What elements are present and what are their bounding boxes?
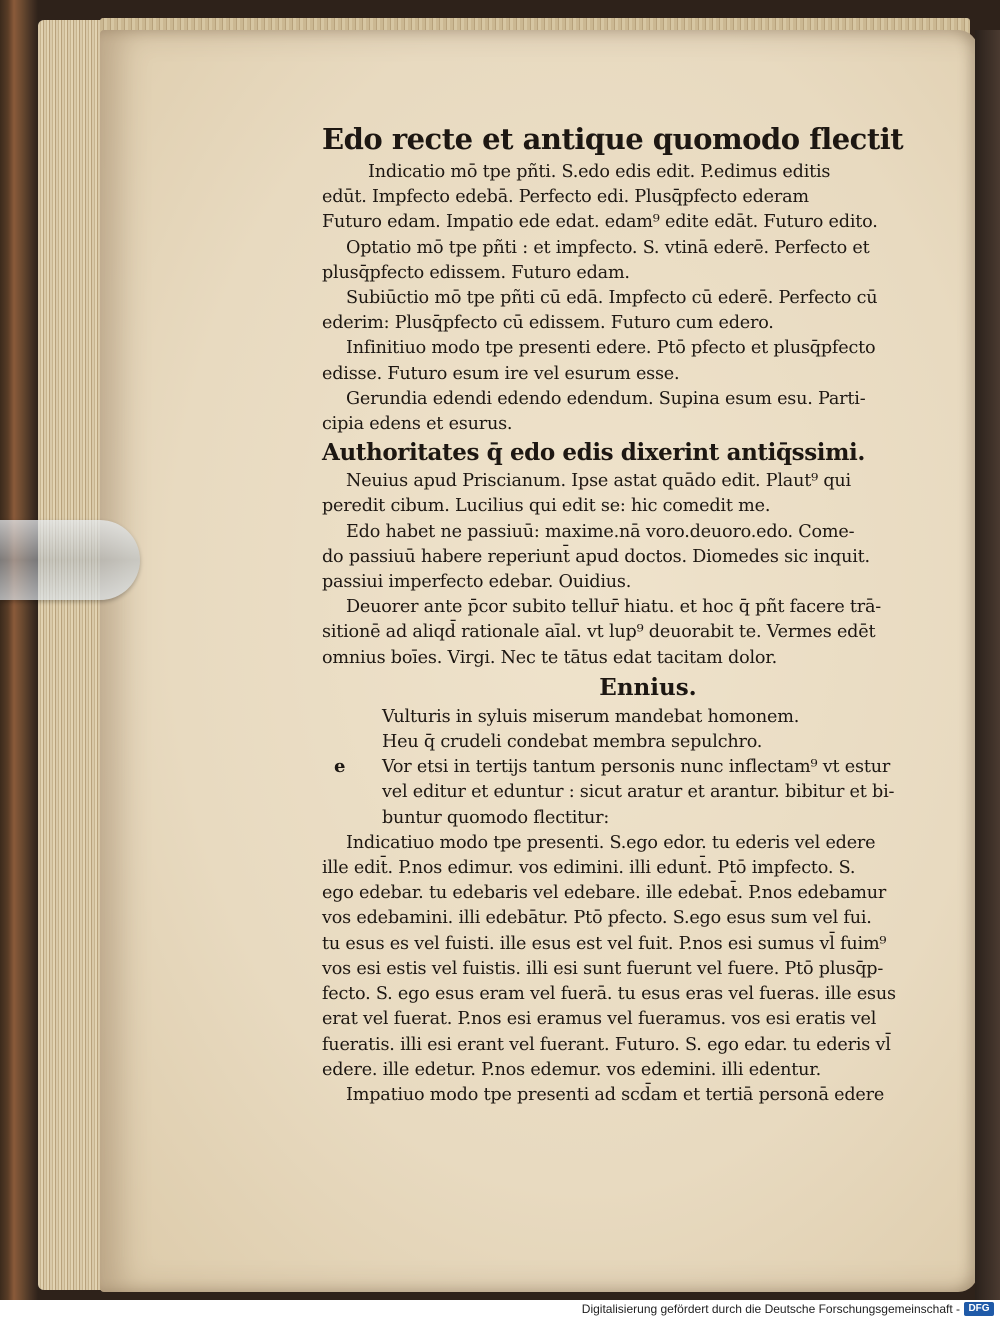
- text-line: fueratis. illi esi erant vel fuerant. Futuro. S. ego edar. tu ederis vl̄: [322, 1034, 891, 1055]
- text-line: tu esus es vel fuisti. ille esus est vel fuit. P.nos esi sumus vl̄ fuim⁹: [322, 933, 887, 954]
- text-line: Edo habet ne passiuū: maxime.nā voro.deuoro.edo. Come-: [346, 521, 855, 542]
- text-line: Futuro edam. Impatio ede edat. edam⁹ edite edāt. Futuro edito.: [322, 212, 878, 233]
- ennius-heading: Ennius.: [599, 673, 697, 701]
- footer-credit: Digitalisierung gefördert durch die Deutsche Forschungsgemeinschaft -: [581, 1302, 960, 1316]
- verse-line: Heu q̄ crudeli condebat membra sepulchro.: [382, 732, 763, 753]
- text-line: buntur quomodo flectitur:: [382, 807, 610, 828]
- text-line: Subiūctio mō tpe pñti cū edā. Impfecto cū ederē. Perfecto cū: [346, 288, 878, 309]
- text-line: edisse. Futuro esum ire vel esurum esse.: [322, 363, 680, 384]
- text-line: Impatiuo modo tpe presenti ad scd̄am et tertiā personā edere: [346, 1084, 885, 1105]
- page-clip: [0, 520, 140, 600]
- text-line: Indicatio mō tpe pñti. S.edo edis edit. P.edimus editis: [368, 162, 831, 182]
- page-text: [322, 118, 934, 1108]
- text-line: Indicatiuo modo tpe presenti. S.ego edor. tu ederis vel edere: [346, 832, 876, 853]
- text-line: ederim: Plusq̄pfecto cū edissem. Futuro cum edero.: [322, 313, 774, 334]
- margin-note: e: [334, 756, 346, 777]
- text-line: vos edebamini. illi edebātur. Ptō pfecto. S.ego esus sum vel fui.: [322, 908, 872, 929]
- text-line: Infinitiuo modo tpe presenti edere. Ptō pfecto et plusq̄pfecto: [346, 338, 876, 359]
- footer-bar: [0, 1300, 1000, 1319]
- text-line: ego edebar. tu edebaris vel edebare. ille edebat̄. P.nos edebamur: [322, 883, 887, 904]
- dfg-logo-icon: DFG: [964, 1302, 994, 1316]
- text-line: Gerundia edendi edendo edendum. Supina esum esu. Parti-: [346, 388, 866, 409]
- page-title: Edo recte et antique quomodo flectit: [322, 122, 904, 156]
- text-line: Deuorer ante p̄cor subito tellur̄ hiatu. et hoc q̄ pñt facere trā-: [346, 597, 882, 618]
- text-line: plusq̄pfecto edissem. Futuro edam.: [322, 262, 630, 283]
- text-line: erat vel fuerat. P.nos esi eramus vel fueramus. vos esi eratis vel: [322, 1009, 877, 1030]
- text-line: Neuius apud Priscianum. Ipse astat quādo edit. Plaut⁹ qui: [346, 471, 851, 492]
- section-heading: Authoritates q̄ edo edis dixerint antiq̄ssimi.: [322, 439, 865, 467]
- text-line: Vor etsi in tertijs tantum personis nunc inflectam⁹ vt estur: [382, 757, 891, 778]
- text-line: vel editur et eduntur : sicut aratur et arantur. bibitur et bi-: [382, 782, 895, 803]
- text-line: edūt. Impfecto edebā. Perfecto edi. Plusq̄pfecto ederam: [322, 187, 809, 208]
- verse-line: Vulturis in syluis miserum mandebat homonem.: [382, 706, 800, 727]
- text-line: vos esi estis vel fuistis. illi esi sunt fuerunt vel fuere. Ptō plusq̄p-: [322, 958, 884, 979]
- text-line: do passiuū habere reperiunt̄ apud doctos. Diomedes sic inquit.: [322, 546, 870, 567]
- binding-spine: [975, 30, 1000, 1300]
- text-line: sitionē ad aliqd̄ rationale aīal. vt lup⁹ deuorabit te. Vermes edēt: [322, 622, 876, 643]
- text-line: cipia edens et esurus.: [322, 414, 513, 435]
- text-line: Optatio mō tpe pñti : et impfecto. S. vtinā ederē. Perfecto et: [346, 237, 870, 258]
- text-line: ille edit̄. P.nos edimur. vos edimini. illi edunt̄. Ptō impfecto. S.: [322, 858, 856, 879]
- text-line: omnius boīes. Virgi. Nec te tātus edat tacitam dolor.: [322, 647, 777, 668]
- text-line: peredit cibum. Lucilius qui edit se: hic comedit me.: [322, 496, 771, 517]
- text-line: edere. ille edetur. P.nos edemur. vos edemini. illi edentur.: [322, 1059, 821, 1080]
- text-line: fecto. S. ego esus eram vel fuerā. tu esus eras vel fueras. ille esus: [322, 984, 896, 1005]
- text-line: passiui imperfecto edebar. Ouidius.: [322, 572, 632, 593]
